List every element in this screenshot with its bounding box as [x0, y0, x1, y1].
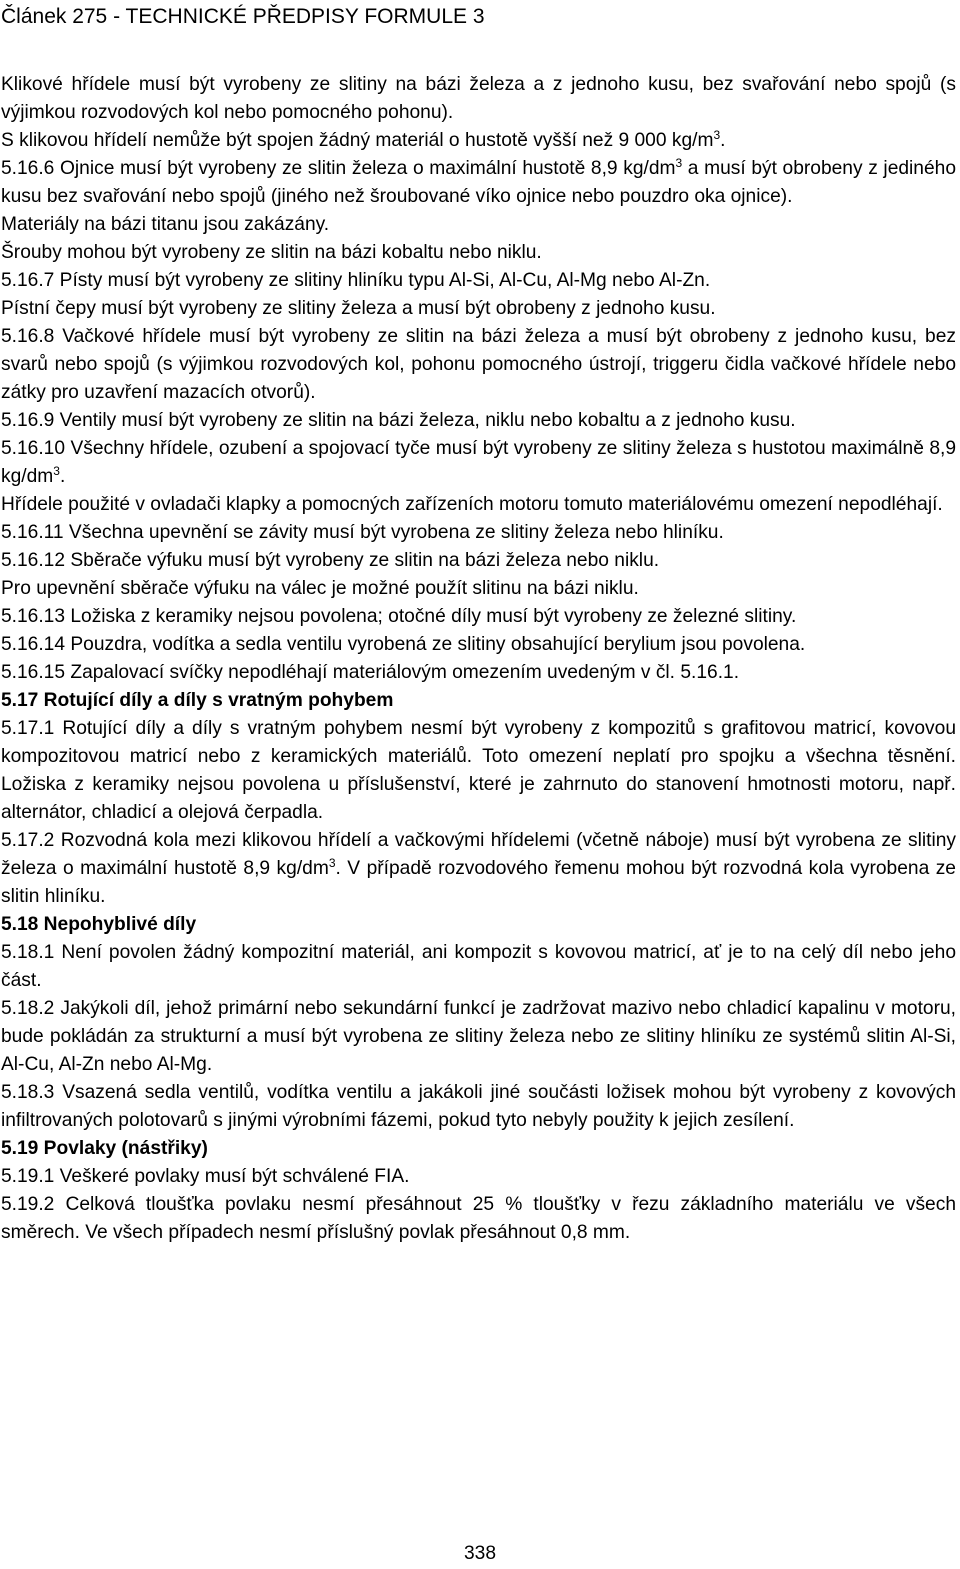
paragraph	[1, 71, 956, 127]
paragraph	[1, 1163, 956, 1191]
paragraph-text: 5.16.14 Pouzdra, vodítka a sedla ventilu vyrobená ze slitiny obsahující berylium jsou povolena.	[1, 634, 806, 655]
paragraph-text: 5.16.12 Sběrače výfuku musí být vyrobeny ze slitin na bázi železa nebo niklu.	[1, 550, 660, 571]
superscript: 3	[328, 856, 336, 870]
paragraph	[1, 715, 956, 827]
paragraph-text: 5.17 Rotující díly a díly s vratným pohybem	[1, 690, 394, 711]
paragraph	[1, 519, 956, 547]
paragraph	[1, 631, 956, 659]
paragraph-text-continued: .	[59, 466, 66, 487]
paragraph-text: 5.16.11 Všechna upevnění se závity musí být vyrobena ze slitiny železa nebo hliníku.	[1, 522, 724, 543]
page-header: Článek 275 - TECHNICKÉ PŘEDPISY FORMULE 3	[1, 5, 485, 28]
paragraph	[1, 239, 956, 267]
paragraph-text: Hřídele použité v ovladači klapky a pomocných zařízeních motoru tomuto materiálovému omezení nepodléhají.	[1, 494, 943, 515]
paragraph	[1, 1191, 956, 1247]
paragraph-text: 5.19.1 Veškeré povlaky musí být schválené FIA.	[1, 1166, 410, 1187]
paragraph-text: 5.18 Nepohyblivé díly	[1, 914, 197, 935]
paragraph	[1, 295, 956, 323]
paragraph-text: 5.16.9 Ventily musí být vyrobeny ze slitin na bázi železa, niklu nebo kobaltu a z jednoho kusu.	[1, 410, 796, 431]
paragraph-text: 5.16.13 Ložiska z keramiky nejsou povolena; otočné díly musí být vyrobeny ze železné slitiny.	[1, 606, 797, 627]
paragraph-text: 5.16.10 Všechny hřídele, ozubení a spojovací tyče musí být vyrobeny ze slitiny železa s hustotou maximálně 8,9 kg/dm	[1, 438, 956, 487]
paragraph	[1, 491, 956, 519]
paragraph	[1, 155, 956, 211]
superscript: 3	[675, 156, 683, 170]
paragraph	[1, 1079, 956, 1135]
paragraph	[1, 127, 956, 155]
paragraph-text: Klikové hřídele musí být vyrobeny ze slitiny na bázi železa a z jednoho kusu, bez svařování nebo spojů (s výjimkou rozvodových kol nebo pomocného pohonu).	[1, 74, 956, 123]
superscript: 3	[53, 464, 60, 478]
paragraph	[1, 995, 956, 1079]
paragraph	[1, 323, 956, 407]
paragraph-text: 5.18.1 Není povolen žádný kompozitní materiál, ani kompozit s kovovou matricí, ať je to na celý díl nebo jeho část.	[1, 942, 956, 991]
paragraph-text: 5.18.2 Jakýkoli díl, jehož primární nebo sekundární funkcí je zadržovat mazivo nebo chladicí kapalinu v motoru, bude pokládán za strukturní a musí být vyrobena ze slitiny železa nebo ze slitiny hliníku ze systémů slitin Al-Si, Al-Cu, Al-Zn nebo Al-Mg.	[1, 998, 956, 1075]
paragraph-text: Pro upevnění sběrače výfuku na válec je možné použít slitinu na bázi niklu.	[1, 578, 639, 599]
section-heading	[1, 687, 956, 715]
paragraph-text: 5.16.6 Ojnice musí být vyrobeny ze slitin železa o maximální hustotě 8,9 kg/dm	[1, 158, 676, 179]
paragraph	[1, 407, 956, 435]
page-number: 338	[463, 1543, 496, 1564]
paragraph-text: 5.19.2 Celková tloušťka povlaku nesmí přesáhnout 25 % tloušťky v řezu základního materiálu ve všech směrech. Ve všech případech nesmí příslušný povlak přesáhnout 0,8 mm.	[1, 1194, 956, 1243]
paragraph	[1, 575, 956, 603]
paragraph-text-continued: a musí být obrobeny z jediného kusu bez svařování nebo spojů (jiného než šroubované víko ojnice nebo pouzdro oka ojnice).	[1, 158, 956, 207]
paragraph-text: 5.19 Povlaky (nástřiky)	[1, 1138, 208, 1159]
paragraph	[1, 267, 956, 295]
paragraph	[1, 547, 956, 575]
paragraph-text: Pístní čepy musí být vyrobeny ze slitiny železa a musí být obrobeny z jednoho kusu.	[1, 298, 716, 319]
paragraph	[1, 827, 956, 911]
paragraph	[1, 659, 956, 687]
document-body	[1, 71, 956, 1247]
paragraph	[1, 603, 956, 631]
superscript: 3	[713, 128, 721, 142]
paragraph-text-continued: .	[720, 130, 726, 151]
paragraph-text: 5.16.8 Vačkové hřídele musí být vyrobeny ze slitin na bázi železa a musí být obrobeny z jednoho kusu, bez svarů nebo spojů (s výjimkou rozvodových kol, pohonu pomocného ústrojí, triggeru čidla vačkové hřídele nebo zátky pro uzavření mazacích otvorů).	[1, 326, 956, 403]
paragraph-text: 5.17.2 Rozvodná kola mezi klikovou hřídelí a vačkovými hřídelemi (včetně náboje) musí být vyrobena ze slitiny železa o maximální hustotě 8,9 kg/dm	[1, 830, 956, 879]
paragraph-text: Šrouby mohou být vyrobeny ze slitin na bázi kobaltu nebo niklu.	[1, 242, 542, 263]
paragraph-text-continued: . V případě rozvodového řemenu mohou být rozvodná kola vyrobena ze slitin hliníku.	[1, 858, 956, 907]
paragraph	[1, 435, 956, 491]
section-heading	[1, 911, 956, 939]
paragraph-text: 5.16.7 Písty musí být vyrobeny ze slitiny hliníku typu Al-Si, Al-Cu, Al-Mg nebo Al-Zn.	[1, 270, 711, 291]
paragraph	[1, 939, 956, 995]
paragraph-text: 5.17.1 Rotující díly a díly s vratným pohybem nesmí být vyrobeny z kompozitů s grafitovou matricí, kovovou kompozitovou matricí nebo z keramických materiálů. Toto omezení neplatí pro spojku a všechna těsnění. Ložiska z keramiky nejsou povolena u příslušenství, které je zahrnuto do stanovení hmotnosti motoru, např. alternátor, chladicí a olejová čerpadla.	[1, 718, 956, 823]
paragraph-text: 5.16.15 Zapalovací svíčky nepodléhají materiálovým omezením uvedeným v čl. 5.16.1.	[1, 662, 740, 683]
paragraph-text: 5.18.3 Vsazená sedla ventilů, vodítka ventilu a jakákoli jiné součásti ložisek mohou být vyrobeny z kovových infiltrovaných polotovarů s jinými výrobními fázemi, pokud tyto nebyly použity k jejich zesílení.	[1, 1082, 956, 1131]
section-heading	[1, 1135, 956, 1163]
paragraph-text: S klikovou hřídelí nemůže být spojen žádný materiál o hustotě vyšší než 9 000 kg/m	[1, 130, 714, 151]
paragraph-text: Materiály na bázi titanu jsou zakázány.	[1, 214, 330, 235]
paragraph	[1, 211, 956, 239]
